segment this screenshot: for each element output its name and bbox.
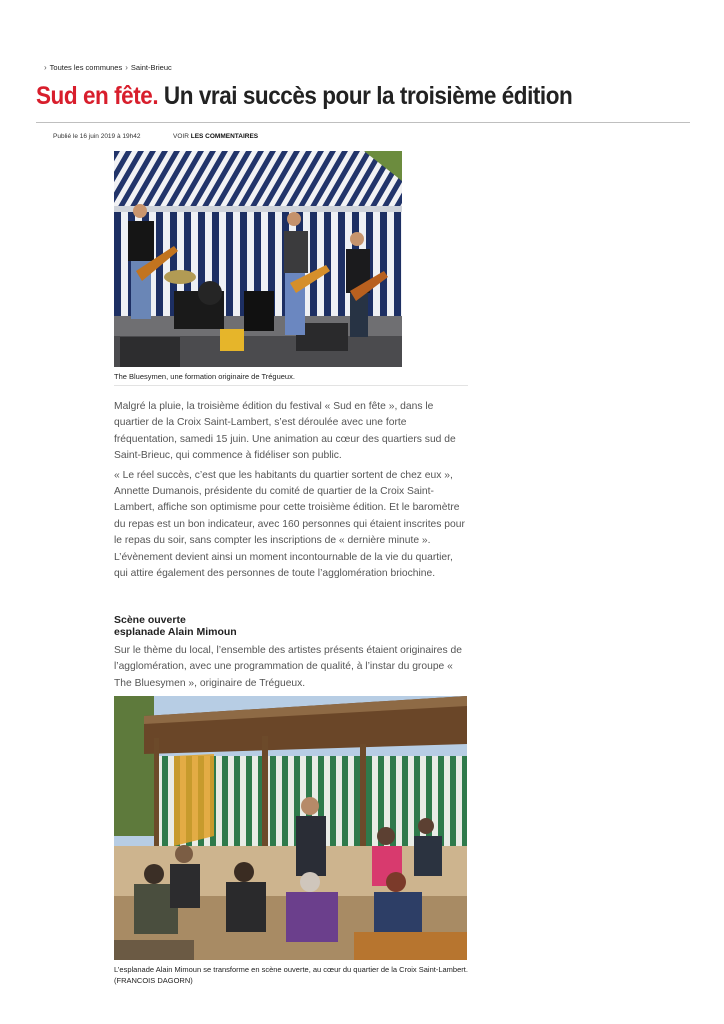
section-heading: [114, 614, 237, 638]
section-heading-line2: esplanade Alain Mimoun: [114, 626, 237, 638]
article-body-2: [114, 643, 466, 695]
article-paragraph: Malgré la pluie, la troisième édition du festival « Sud en fête », dans le quartier de la Croix Saint-Lambert, s’est déroulée avec une forte fréquentation, samedi 15 juin. Une animation au cœur des quartiers sud de Saint-Brieuc, qui commence à fidéliser son public.: [114, 401, 456, 462]
chevron-right-icon: ›: [44, 63, 47, 72]
article-paragraph: « Le réel succès, c’est que les habitants du quartier sortent de chez eux », Annette Dumanois, présidente du comité de quartier de la Croix Saint-Lambert, affiche son optimisme pour cette troisième édition. Et le baromètre du repas est un bon indicateur, avec 160 personnes qui étaient inscrites pour le repas du soir, sans compter les inscriptions de « dernière minute ». L’évènement devient ainsi un moment incontournable de la vie du quartier, qui attire également des personnes de toute l’agglomération briochine.: [114, 469, 465, 580]
breadcrumb-item-saint-brieuc[interactable]: Saint-Brieuc: [130, 63, 172, 72]
breadcrumb: [44, 63, 172, 72]
article-body: [114, 399, 466, 585]
comments-prefix: VOIR: [173, 133, 189, 140]
comments-label: LES COMMENTAIRES: [190, 133, 259, 140]
photo-caption-2: L’esplanade Alain Mimoun se transforme en scène ouverte, au cœur du quartier de la Croix Saint-Lambert. (FRANCOIS DAGORN): [114, 965, 468, 985]
chevron-right-icon: ›: [125, 63, 128, 72]
photo-caption: The Bluesymen, une formation originaire de Trégueux.: [114, 372, 295, 381]
title-kicker: Sud en fête.: [36, 82, 159, 110]
esplanade-photo: [114, 696, 467, 960]
publish-date: Publié le 16 juin 2019 à 19h42: [53, 133, 141, 140]
title-divider: [36, 122, 690, 123]
section-heading-line1: Scène ouverte: [114, 614, 186, 626]
caption-divider: [114, 385, 468, 386]
title-headline: Un vrai succès pour la troisième édition: [163, 82, 573, 110]
article-paragraph: Sur le thème du local, l’ensemble des artistes présents étaient originaires de l’agglomération, avec une programmation de qualité, à l’instar du groupe « The Bluesymen », originaire de Trégueux.: [114, 645, 462, 689]
view-comments-link[interactable]: [173, 133, 258, 140]
concert-photo: [114, 151, 402, 367]
breadcrumb-item-communes[interactable]: Toutes les communes: [49, 63, 123, 72]
page-title: [36, 82, 572, 111]
